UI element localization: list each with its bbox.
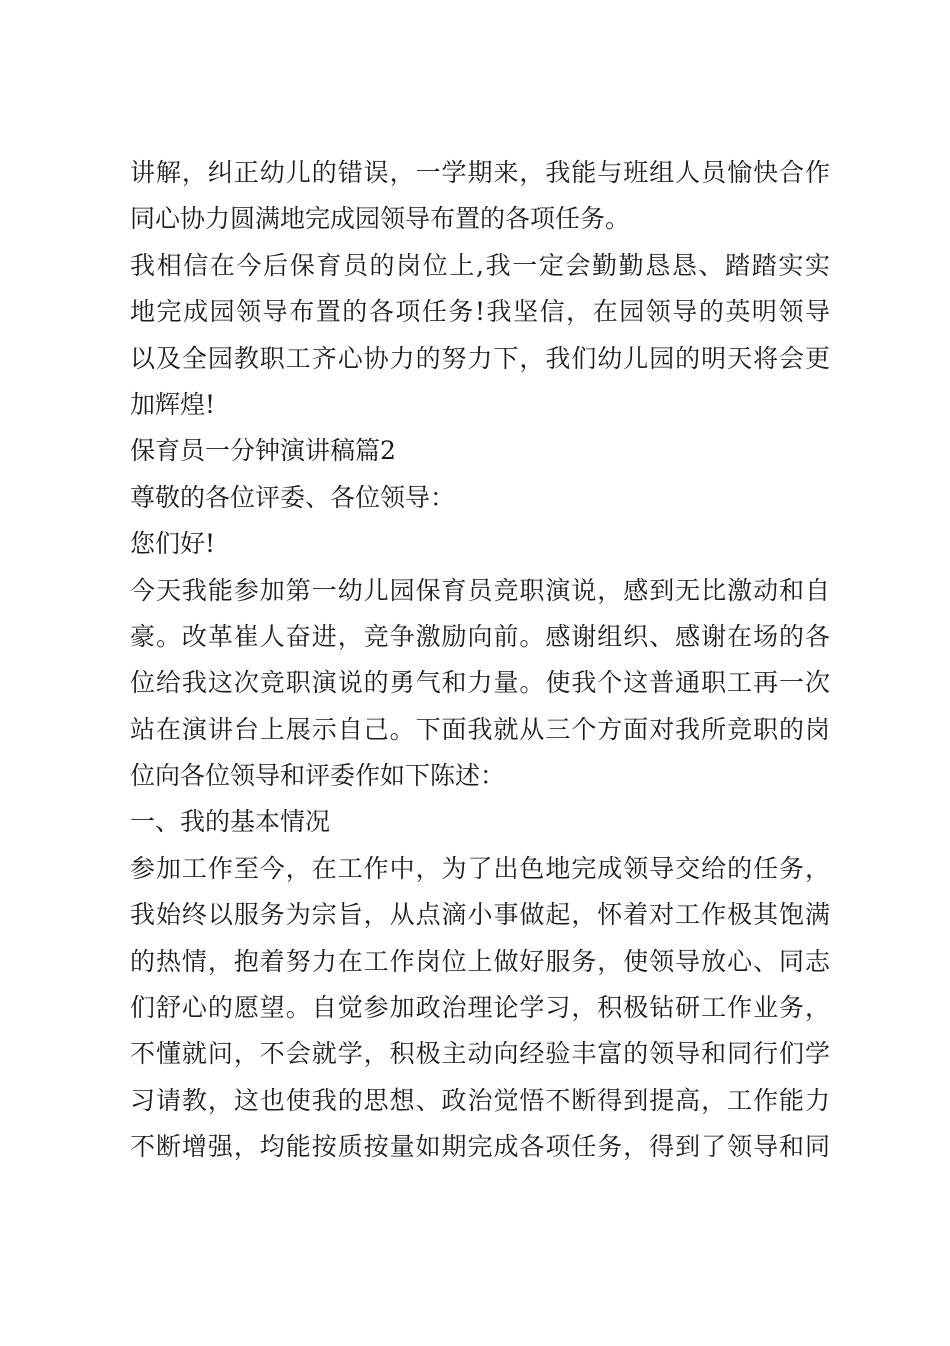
- text-line: 习请教，这也使我的思想、政治觉悟不断得到提高，工作能力: [130, 1085, 830, 1115]
- text-line: 尊敬的各位评委、各位领导：: [130, 482, 456, 512]
- text-line: 参加工作至今，在工作中，为了出色地完成领导交给的任务，: [130, 853, 830, 883]
- text-line: 豪。改革崔人奋进，竞争激励向前。感谢组织、感谢在场的各: [130, 621, 830, 651]
- text-line: 加辉煌!: [130, 389, 216, 419]
- text-line: 以及全园教职工齐心协力的努力下，我们幼儿园的明天将会更: [130, 343, 830, 373]
- text-line: 不断增强，均能按质按量如期完成各项任务，得到了领导和同: [130, 1132, 830, 1162]
- text-line: 位给我这次竞职演说的勇气和力量。使我个这普通职工再一次: [130, 668, 830, 698]
- text-line: 我相信在今后保育员的岗位上,我一定会勤勤恳恳、踏踏实实: [130, 250, 830, 280]
- text-line: 您们好!: [130, 529, 216, 559]
- text-line: 同心协力圆满地完成园领导布置的各项任务。: [130, 204, 631, 234]
- text-line: 地完成园领导布置的各项任务!我坚信，在园领导的英明领导: [130, 297, 830, 327]
- text-line: 讲解，纠正幼儿的错误，一学期来，我能与班组人员愉快合作: [130, 158, 830, 187]
- text-line: 们舒心的愿望。自觉参加政治理论学习，积极钻研工作业务，: [130, 993, 830, 1023]
- text-line: 我始终以服务为宗旨，从点滴小事做起，怀着对工作极其饱满: [130, 900, 830, 930]
- text-line: 不懂就问，不会就学，积极主动向经验丰富的领导和同行们学: [130, 1039, 830, 1069]
- text-line: 今天我能参加第一幼儿园保育员竞职演说，感到无比激动和自: [130, 575, 830, 605]
- text-line: 的热情，抱着努力在工作岗位上做好服务，使领导放心、同志: [130, 946, 830, 976]
- text-line: 一、我的基本情况: [130, 807, 331, 837]
- text-line: 站在演讲台上展示自己。下面我就从三个方面对我所竞职的岗: [130, 714, 830, 744]
- document-body: [130, 150, 830, 1171]
- text-line: 位向各位领导和评委作如下陈述：: [130, 761, 506, 791]
- text-line: 保育员一分钟演讲稿篇2: [130, 436, 396, 466]
